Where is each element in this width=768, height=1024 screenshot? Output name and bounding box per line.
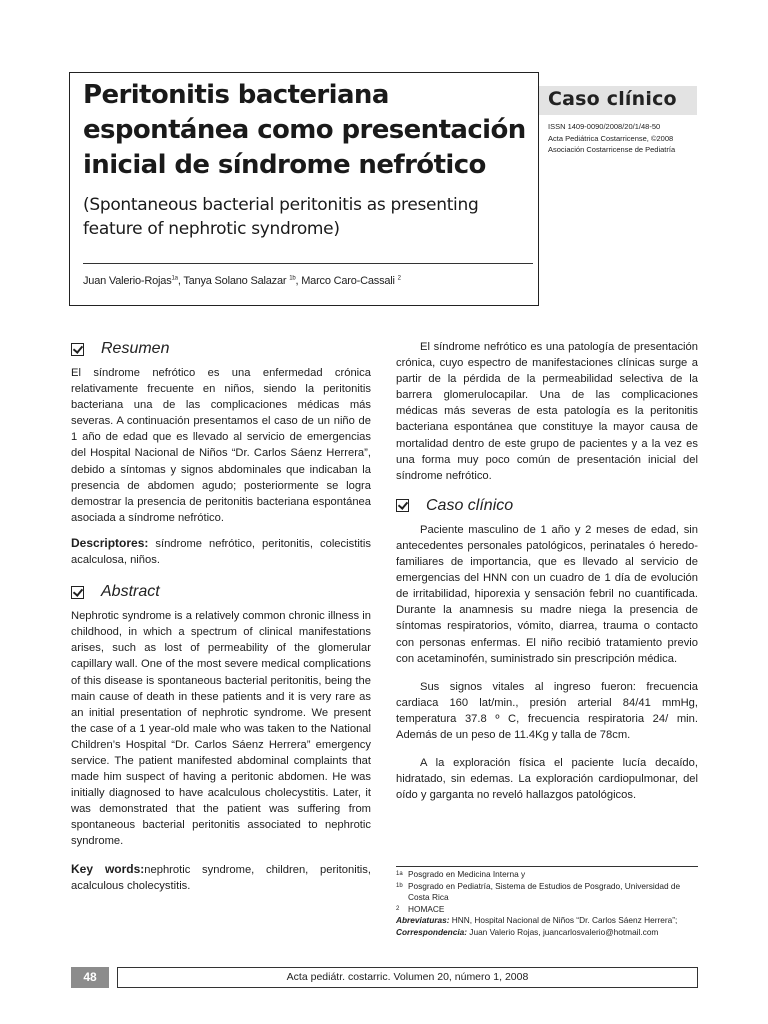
keywords-text: nephrotic syndrome, children, peritonitis, acalculous cholecystitis. xyxy=(71,863,371,892)
caso-paragraph: Sus signos vitales al ingreso fueron: frecuencia cardiaca 160 lat/min., presión arterial 84/41 mmHg, temperatura 37.8 º C, frecuencia respiratoria 24/ min. Además de un peso de 11.4Kg y talla de 78cm. xyxy=(396,680,698,741)
author-name: , Tanya Solano Salazar xyxy=(177,275,290,287)
caso-clinico-heading xyxy=(396,495,698,517)
footnotes xyxy=(396,869,698,938)
journal-citation: Acta pediátr. costarric. Volumen 20, número 1, 2008 xyxy=(117,967,698,988)
abstract-heading xyxy=(71,581,371,603)
footnote xyxy=(396,881,698,904)
footnote-mark: 1a xyxy=(396,871,403,877)
article-title xyxy=(83,78,533,183)
footnote-mark: 1b xyxy=(396,882,403,889)
journal-line: Acta Pediátrica Costarricense, ©2008 xyxy=(548,133,674,143)
title-line: espontánea como presentación xyxy=(83,115,526,145)
footnote xyxy=(396,904,698,916)
author-affiliation-mark: 1b xyxy=(289,275,296,282)
keywords xyxy=(71,861,371,894)
title-divider xyxy=(83,263,533,264)
descriptores xyxy=(71,535,371,568)
abstract-title: Abstract xyxy=(101,583,160,601)
resumen-text: El síndrome nefrótico es una enfermedad crónica relativamente frecuente en niños, siendo la peritonitis bacteriana una de las complicaciones médicas más severas. A continuación presentamos el caso de un niño de 1 año de edad que es llevado al servicio de emergencias del Hospital Nacional de Niños “Dr. Carlos Sáenz Herrera”, debido a síntomas y signos abdominales que indicaban la presencia de abdomen agudo; posteriormente se logra demostrar la presencia de peritonitis bacteriana espontánea asociada a síndrome nefrótico. xyxy=(71,367,371,524)
issn-line: ISSN 1409-0090/2008/20/1/48-50 xyxy=(548,122,661,131)
correspondence xyxy=(396,927,698,939)
subtitle-line: (Spontaneous bacterial peritonitis as presenting xyxy=(83,195,479,215)
footnote-text: HOMACE xyxy=(408,903,445,914)
section-label: Caso clínico xyxy=(548,88,677,110)
author-list xyxy=(83,275,401,287)
intro-text: El síndrome nefrótico es una patología de presentación crónica, cuyo espectro de manifestaciones clínicas surge a partir de la pérdida de la permeabilidad selectiva de la barrera glomerulocapilar. Una de las complicaciones médicas más severas de esta patología es la peritonitis bacteriana espontánea que constituye la mayor causa de mortalidad dentro de este grupo de pacientes y a la vez es una forma muy poco común de presentación inicial del síndrome nefrótico. xyxy=(396,341,698,482)
checkbox-icon xyxy=(71,586,84,599)
footnote xyxy=(396,869,698,881)
descriptores-label: Descriptores: xyxy=(71,535,149,550)
keywords-label: Key words: xyxy=(71,861,145,876)
association-line: Asociación Costarricense de Pediatría xyxy=(548,145,676,154)
caso-paragraph: Paciente masculino de 1 año y 2 meses de edad, sin antecedentes personales patológicos, perinatales ó heredo-familiares de importancia, que es llevado al servicio de emergencias del HNN con un cuadro de 1 día de evolución de irritabilidad, hiporexia y sensación febril no cuantificada. Durante la anamnesis su madre niega la presencia de síntomas respiratorios, vómito, diarrea, trauma o contacto con personas enfermas. El niño recibió tratamiento previo con acetaminofén, suministrado sin prescripción médica. xyxy=(396,523,698,665)
subtitle-line: feature of nephrotic syndrome) xyxy=(83,219,340,239)
correspondence-text: Juan Valerio Rojas, juancarlosvalerio@hotmail.com xyxy=(467,926,659,937)
title-line: inicial de síndrome nefrótico xyxy=(83,150,486,180)
abstract-text: Nephrotic syndrome is a relatively common chronic illness in childhood, in which a spectrum of clinical manifestations arises, such as lost of permeability of the glomerular capillary wall. One of the most severe medical complications of this disease is spontaneous bacterial peritonitis, being the main cause of death in these patients and it is very rare as an initial presentation of nephrotic syndrome. We present the case of a 1 year-old male who was taken to the National Children’s Hospital “Dr. Carlos Sáenz Herrera” emergency service. The patient manifested abdominal complaints that made him suspect of having a peritonic abdomen. He was initially diagnosed to have acalculous cholecystitis. Later, it was demonstrated that the patient was suffering from spontaneous bacterial peritonitis associated to nephrotic syndrome. xyxy=(71,610,371,848)
author-name: , Marco Caro-Cassali xyxy=(295,275,398,287)
footnote-text: Posgrado en Pediatría, Sistema de Estudios de Posgrado, Universidad de Costa Rica xyxy=(408,880,681,902)
footnote-divider xyxy=(396,866,698,867)
article-subtitle xyxy=(83,193,533,241)
author-affiliation-mark: 2 xyxy=(397,275,401,282)
footnote-text: Posgrado en Medicina Interna y xyxy=(408,869,526,879)
abbreviations-label: Abreviaturas: xyxy=(396,915,450,925)
resumen-title: Resumen xyxy=(101,340,170,357)
page-number: 48 xyxy=(71,967,109,988)
abbreviations-text: HNN, Hospital Nacional de Niños “Dr. Carlos Sáenz Herrera”; xyxy=(449,915,678,925)
footnote-mark: 2 xyxy=(396,905,400,912)
journal-info xyxy=(548,121,675,156)
caso-clinico-title: Caso clínico xyxy=(426,496,514,514)
resumen-heading xyxy=(71,338,371,360)
descriptores-text: síndrome nefrótico, peritonitis, colecistitis acalculosa, niños. xyxy=(71,537,371,567)
checkbox-icon xyxy=(71,343,84,356)
left-column xyxy=(71,338,371,894)
author-affiliation-mark: 1a xyxy=(171,275,178,282)
correspondence-label: Correspondencia: xyxy=(396,926,467,937)
caso-paragraph: A la exploración física el paciente lucía decaído, hidratado, sin edemas. La exploración cardiopulmonar, del oído y garganta no reveló hallazgos patológicos. xyxy=(396,757,698,802)
title-line: Peritonitis bacteriana xyxy=(83,80,389,110)
abbreviations xyxy=(396,915,698,927)
right-column xyxy=(396,339,698,803)
checkbox-icon xyxy=(396,499,409,512)
author-name: Juan Valerio-Rojas xyxy=(83,275,172,287)
